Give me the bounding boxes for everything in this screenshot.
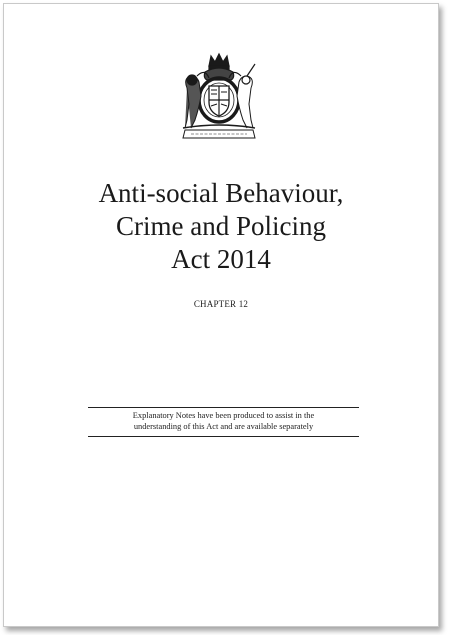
act-title-line-2: Crime and Policing (116, 211, 326, 241)
explanatory-notes-line-1: Explanatory Notes have been produced to assist in the (132, 411, 315, 420)
act-title (4, 177, 438, 276)
explanatory-notes-line-2: understanding of this Act and are available separately (133, 421, 314, 431)
chapter-number: CHAPTER 12 (193, 299, 249, 309)
act-title-line-1: Anti-social Behaviour, (98, 178, 344, 208)
document-cover-page (3, 3, 439, 627)
explanatory-notes-box (88, 407, 359, 437)
royal-coat-of-arms-icon (175, 50, 263, 140)
act-title-line-3: Act 2014 (171, 244, 271, 274)
